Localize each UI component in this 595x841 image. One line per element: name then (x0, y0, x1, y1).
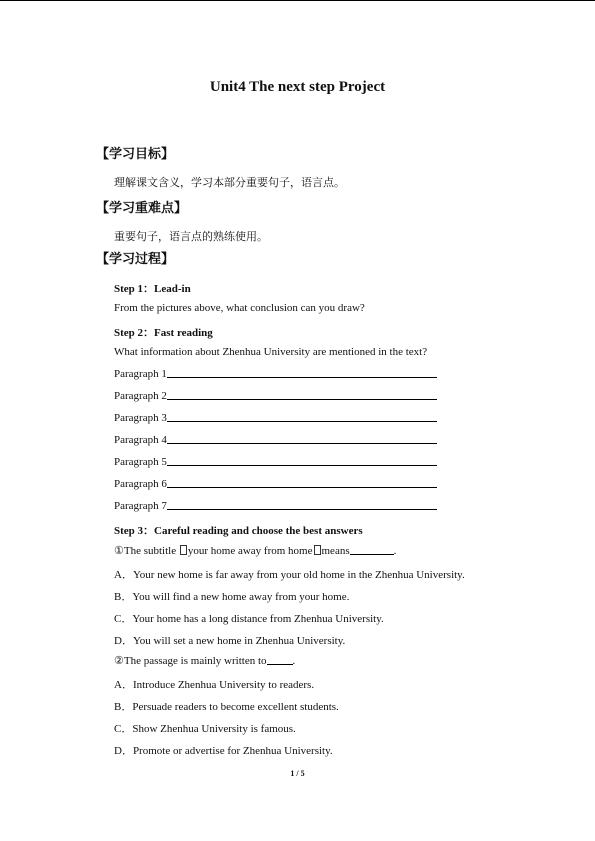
key-points-text: 重要句子，语言点的熟练使用。 (114, 230, 268, 243)
paragraph-line (114, 368, 437, 380)
paragraph-label: Paragraph 6 (114, 478, 167, 490)
answer-blank[interactable] (167, 421, 437, 422)
paragraph-label: Paragraph 1 (114, 368, 167, 380)
paragraph-label: Paragraph 7 (114, 500, 167, 512)
question-2-end: . (292, 655, 296, 667)
step2-title: Step 2：Fast reading (114, 327, 213, 339)
step1-title: Step 1：Lead-in (114, 283, 191, 295)
question-1-mid: means (321, 545, 350, 557)
q2-option-b: B．Persuade readers to become excellent students. (114, 701, 339, 713)
paragraph-label: Paragraph 5 (114, 456, 167, 468)
paragraph-line (114, 456, 437, 468)
step1-question: From the pictures above, what conclusion can you draw? (114, 302, 365, 314)
q1-option-d: D．You will set a new home in Zhenhua University. (114, 635, 346, 647)
question-1 (114, 544, 396, 557)
paragraph-line (114, 412, 437, 424)
heading-key-points: 【学习重难点】 (96, 201, 188, 216)
paragraph-label: Paragraph 3 (114, 412, 167, 424)
paragraph-line (114, 500, 437, 512)
q2-option-c: C．Show Zhenhua University is famous. (114, 723, 296, 735)
paragraph-label: Paragraph 4 (114, 434, 167, 446)
answer-blank[interactable] (350, 554, 394, 555)
answer-blank[interactable] (267, 664, 293, 665)
heading-objectives: 【学习目标】 (96, 147, 175, 162)
heading-process: 【学习过程】 (96, 252, 175, 267)
q2-option-d: D．Promote or advertise for Zhenhua University. (114, 745, 333, 757)
document-title: Unit4 The next step Project (209, 79, 386, 95)
step2-question: What information about Zhenhua University are mentioned in the text? (114, 346, 428, 358)
page-number: 1 / 5 (290, 769, 305, 778)
question-2 (114, 654, 295, 667)
answer-blank[interactable] (167, 465, 437, 466)
question-1-end: . (393, 545, 397, 557)
q1-option-a: A．Your new home is far away from your old home in the Zhenhua University. (114, 569, 465, 581)
objectives-text: 理解课文含义，学习本部分重要句子，语言点。 (114, 176, 345, 189)
answer-blank[interactable] (167, 443, 437, 444)
step3-title: Step 3：Careful reading and choose the best answers (114, 525, 363, 537)
answer-blank[interactable] (167, 487, 437, 488)
paragraph-line (114, 434, 437, 446)
top-border-line (0, 0, 595, 1)
answer-blank[interactable] (167, 509, 437, 510)
answer-blank[interactable] (167, 399, 437, 400)
question-2-prefix: ②The passage is mainly written to (114, 655, 267, 667)
paragraph-label: Paragraph 2 (114, 390, 167, 402)
paragraph-line (114, 478, 437, 490)
missing-glyph-box (314, 545, 321, 555)
answer-blank[interactable] (167, 377, 437, 378)
missing-glyph-box (180, 545, 187, 555)
paragraph-line (114, 390, 437, 402)
question-1-quote: your home away from home (187, 545, 313, 557)
q2-option-a: A．Introduce Zhenhua University to readers. (114, 679, 315, 691)
q1-option-c: C．Your home has a long distance from Zhenhua University. (114, 613, 384, 625)
question-1-prefix: ①The subtitle (114, 545, 179, 557)
q1-option-b: B．You will find a new home away from your home. (114, 591, 350, 603)
